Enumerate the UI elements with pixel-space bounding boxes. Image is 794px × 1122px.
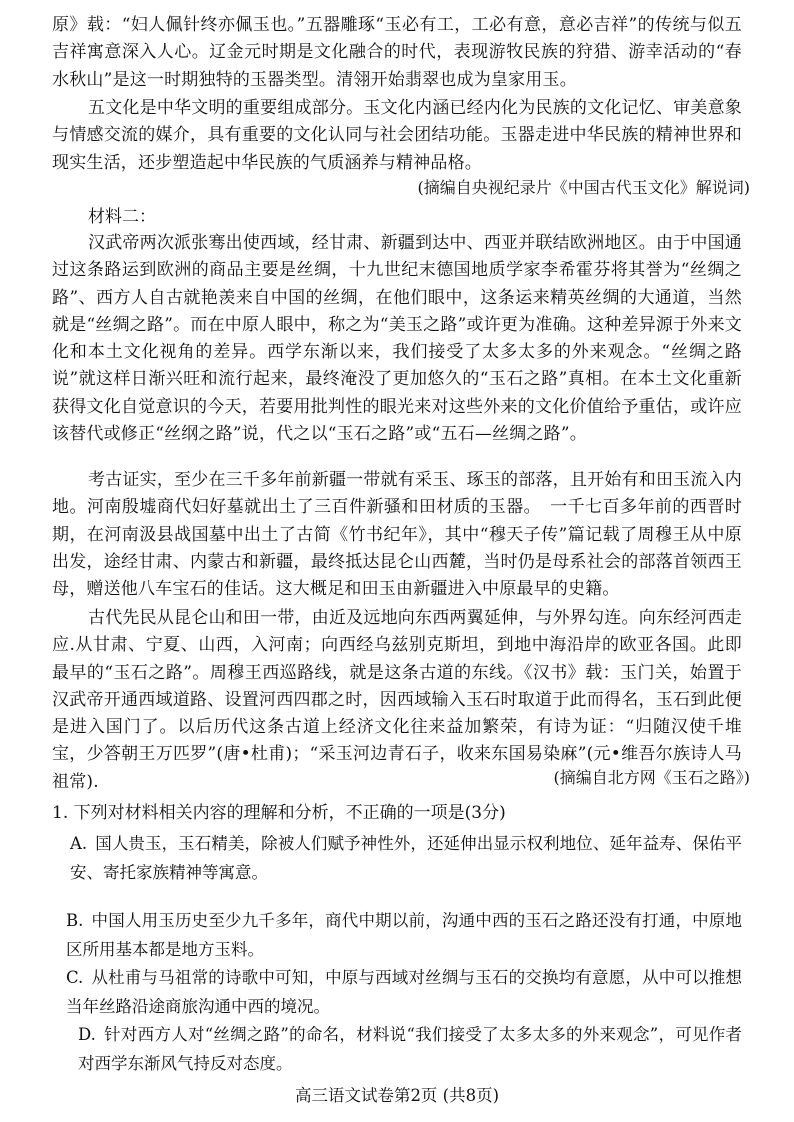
question-1-option-a[interactable] — [70, 829, 742, 887]
option-letter: C. — [66, 968, 84, 987]
question-1-option-b[interactable] — [66, 906, 742, 964]
option-letter: B. — [66, 911, 84, 930]
option-letter: A. — [70, 834, 88, 853]
material2-paragraph-jade-road: 古代先民从昆仑山和田一带，由近及远地向东西两翼延伸，与外界勾连。向东经河西走应.从甘肃、宁夏、山西，入河南；向西经乌兹别克斯坦，到地中海沿岸的欧亚各国。此即最早的“玉石之路”。周穆王西巡路线，就是这条古道的东线。《汉书》载：玉门关，始置于汉武帝开通西域道路、设置河西四郡之时，因西域输入玉石时取道于此而得名，玉石到此便是进入国门了。以后历代这条古道上经济文化往来益加繁荣，有诗为证：“归随汉使千堆宝，少答朝王万匹罗”(唐•杜甫)；“采玉河边青石子，收来东国易染麻”(元•维吾尔族诗人马祖常). — [52, 608, 742, 792]
option-letter: D. — [78, 1025, 96, 1044]
question-1-option-d[interactable] — [78, 1020, 742, 1078]
page-footer: 高三语文试卷第2页 (共8页) — [294, 1086, 500, 1105]
option-text: 从杜甫与马祖常的诗歌中可知，中原与西域对丝绸与玉石的交换均有意愿，从中可以推想当年丝路沿途商旅沟通中西的境况。 — [66, 968, 742, 1016]
material1-source: (摘编自央视纪录片《中国古代玉文化》解说词) — [417, 178, 750, 197]
material1-paragraph-continued: 原》载：“妇人佩针终亦佩玉也。”五器雕琢“玉必有工，工必有意，意必吉祥”的传统与似五吉祥寓意深入人心。辽金元时期是文化融合的时代，表现游牧民族的狩猎、游幸活动的“春水秋山”是这一时期独特的玉器类型。清翎开始翡翠也成为皇家用玉。 — [52, 15, 742, 90]
material1-paragraph-jade-culture: 五文化是中华文明的重要组成部分。玉文化内涵已经内化为民族的文化记忆、审美意象与情感交流的媒介，具有重要的文化认同与社会团结功能。玉器走进中华民族的精神世界和现实生活，还步塑造起中华民族的气质涵养与精神品格。 — [52, 98, 742, 173]
material2-label: 材料二： — [88, 207, 156, 227]
material2-paragraph-archaeology: 考古证实，至少在三千多年前新疆一带就有采玉、琢玉的部落，且开始有和田玉流入内地。河南殷墟商代妇好墓就出土了三百件新骚和田材质的玉器。 一千七百多年前的西晋时期，在河南汲县战国墓中出土了古简《竹书纪年》，其中“穆天子传”篇记载了周穆王从中原出发，途经甘肃、内蒙古和新疆，最终抵达昆仑山西麓，当时仍是母系社会的部落首领西王母，赠送他八车宝石的佳话。这大概足和田玉由新疆进入中原最早的史籍。 — [52, 470, 742, 600]
option-text: 针对西方人对“丝绸之路”的命名，材料说“我们接受了太多太多的外来观念”，可见作者对西学东渐风气持反对态度。 — [78, 1025, 742, 1073]
question-1-stem: 1. 下列对材料相关内容的理解和分析，不正确的一项是(3分) — [52, 803, 506, 823]
material2-source: (摘编自北方网《玉石之路》) — [553, 768, 750, 787]
option-text: 国人贵玉，玉石精美，除被人们赋予神性外，还延伸出显示权利地位、延年益寿、保佑平安、寄托家族精神等寓意。 — [70, 834, 742, 882]
option-text: 中国人用玉历史至少九千多年，商代中期以前，沟通中西的玉石之路还没有打通，中原地区所用基本都是地方玉料。 — [66, 911, 742, 959]
material2-paragraph-silk-road: 汉武帝两次派张骞出使西域，经甘肃、新疆到达中、西亚并联结欧洲地区。由于中国通过这条路运到欧洲的商品主要是丝绸，十九世纪末德国地质学家李希霍芬将其誉为“丝绸之路”、西方人自古就艳羡来自中国的丝绸，在他们眼中，这条运来精英丝绸的大通道，当然就是“丝绸之路”。而在中原人眼中，称之为“美玉之路”或许更为准确。这种差异源于外来文化和本土文化视角的差异。西学东渐以来，我们接受了太多太多的外来观念。“丝绸之路说”就这样日渐兴旺和流行起来，最终淹没了更加悠久的“玉石之路”真相。在本土文化重新获得文化自觉意识的今天，若要用批判性的眼光来对这些外来的文化价值给予重估，或许应该替代或修正“丝纲之路”说，代之以“玉石之路”或“五石—丝绸之路”。 — [52, 233, 742, 445]
question-1-option-c[interactable] — [66, 963, 742, 1021]
